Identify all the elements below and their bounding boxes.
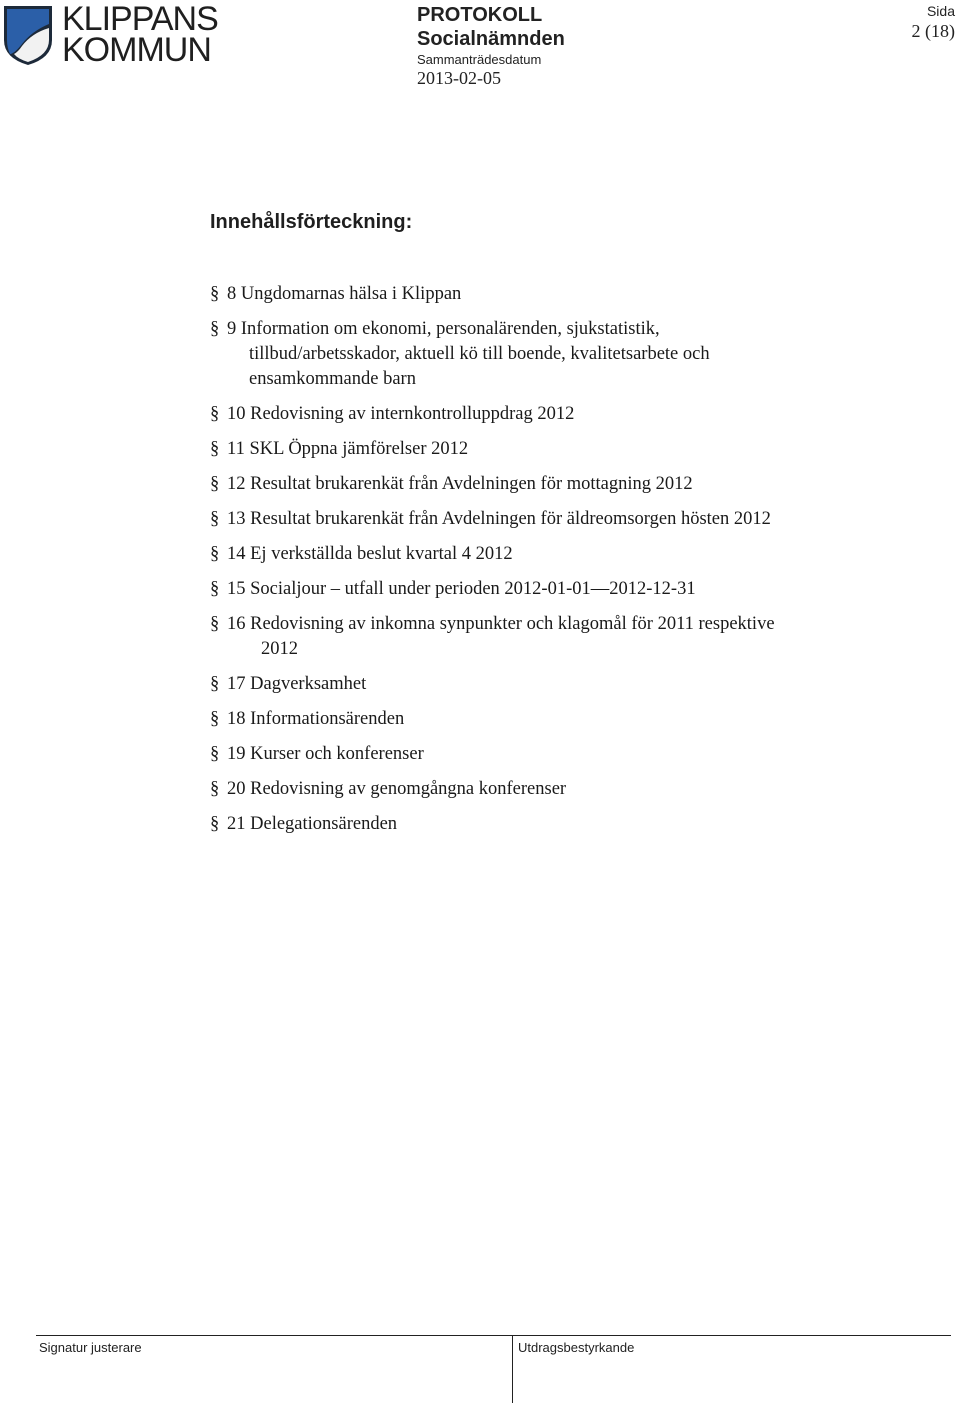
toc-item-line: 20 Redovisning av genomgångna konferenser [227, 779, 567, 799]
section-sign-icon: § [210, 674, 220, 694]
toc-item-line: 14 Ej verkställda beslut kvartal 4 2012 [227, 544, 513, 564]
toc-item-text [227, 742, 877, 767]
toc-item-continuation: tillbud/arbetsskador, aktuell kö till boende, kvalitetsarbete och [249, 344, 710, 364]
toc-item [210, 282, 910, 307]
toc-item-text [227, 777, 877, 802]
toc-item [210, 542, 910, 567]
toc-item-line: 13 Resultat brukarenkät från Avdelningen för äldreomsorgen hösten 2012 [227, 509, 771, 529]
toc-item-text [227, 812, 877, 837]
toc-item-text [227, 472, 877, 497]
logo-line-1: KLIPPANS [62, 0, 218, 38]
toc-item [210, 402, 910, 427]
meeting-date-value: 2013-02-05 [417, 68, 501, 88]
toc-item-line: 12 Resultat brukarenkät från Avdelningen för mottagning 2012 [227, 474, 693, 494]
footer-divider [512, 1335, 513, 1403]
toc-item-text [227, 542, 877, 567]
toc-item-text [227, 437, 877, 462]
section-sign-icon: § [210, 509, 220, 529]
section-sign-icon: § [210, 404, 220, 424]
municipal-coat-of-arms-icon [2, 4, 54, 66]
toc-item [210, 777, 910, 802]
toc-item [210, 437, 910, 462]
section-sign-icon: § [210, 744, 220, 764]
toc-item [210, 472, 910, 497]
document-type: PROTOKOLL [417, 4, 543, 26]
toc-item-line: 9 Information om ekonomi, personalärenden, sjukstatistik, [227, 319, 660, 339]
toc-item-line: 17 Dagverksamhet [227, 674, 367, 694]
toc-item-line: 21 Delegationsärenden [227, 814, 398, 834]
toc-item [210, 317, 910, 392]
section-sign-icon: § [210, 779, 220, 799]
certification-label: Utdragsbestyrkande [518, 1340, 635, 1355]
page-label: Sida [926, 3, 955, 19]
logo-line-2: KOMMUN [62, 31, 211, 69]
toc-item-line: 19 Kurser och konferenser [227, 744, 424, 764]
toc-item-text [227, 612, 877, 662]
toc-item-text [227, 672, 877, 697]
toc-item-text [227, 507, 877, 532]
section-sign-icon: § [210, 579, 220, 599]
toc-item [210, 742, 910, 767]
section-sign-icon: § [210, 709, 220, 729]
toc-item-text [227, 402, 877, 427]
committee-name: Socialnämnden [417, 28, 565, 50]
toc-item [210, 612, 910, 662]
toc-item-text [227, 707, 877, 732]
footer-rule [36, 1335, 951, 1336]
section-sign-icon: § [210, 319, 220, 339]
toc-item-line: 11 SKL Öppna jämförelser 2012 [227, 439, 469, 459]
toc-item-text [227, 282, 877, 307]
klippan-logo [2, 0, 218, 69]
toc-item-line: 16 Redovisning av inkomna synpunkter och klagomål för 2011 respektive [227, 614, 775, 634]
page-number: 2 (18) [911, 21, 955, 41]
toc-item-continuation: ensamkommande barn [249, 369, 416, 389]
section-sign-icon: § [210, 814, 220, 834]
toc-item-line: 8 Ungdomarnas hälsa i Klippan [227, 284, 462, 304]
toc-item-text [227, 577, 877, 602]
toc-item [210, 812, 910, 837]
toc-item [210, 577, 910, 602]
toc-item-continuation: 2012 [261, 639, 298, 659]
section-sign-icon: § [210, 474, 220, 494]
section-sign-icon: § [210, 284, 220, 304]
toc-item [210, 507, 910, 532]
toc-list [210, 282, 910, 847]
toc-item [210, 707, 910, 732]
section-sign-icon: § [210, 544, 220, 564]
toc-item-line: 15 Socialjour – utfall under perioden 2012-01-01—2012-12-31 [227, 579, 696, 599]
section-sign-icon: § [210, 439, 220, 459]
section-sign-icon: § [210, 614, 220, 634]
toc-item [210, 672, 910, 697]
toc-item-line: 10 Redovisning av internkontrolluppdrag 2012 [227, 404, 575, 424]
meeting-date-label: Sammanträdesdatum [417, 52, 542, 67]
toc-title: Innehållsförteckning: [210, 211, 413, 233]
toc-item-line: 18 Informationsärenden [227, 709, 405, 729]
signature-label: Signatur justerare [39, 1340, 142, 1355]
toc-item-text [227, 317, 877, 392]
